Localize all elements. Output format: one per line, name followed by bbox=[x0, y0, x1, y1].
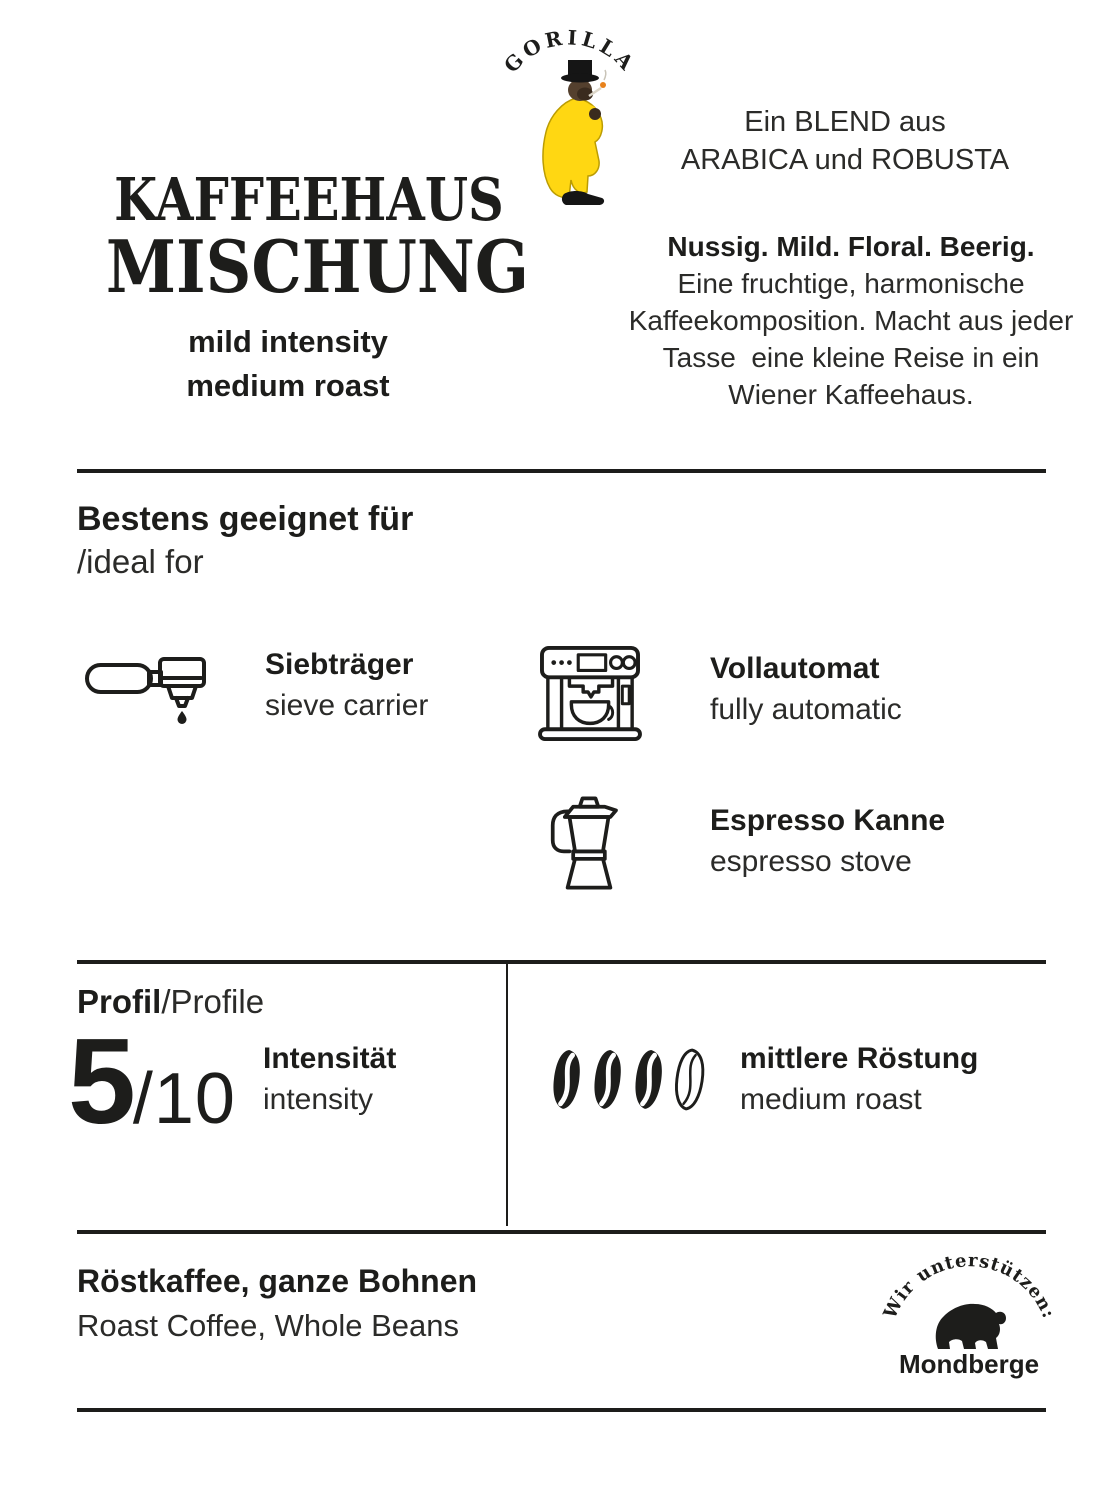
ideal-item-label-siebtraeger bbox=[265, 644, 428, 726]
item-label-en: fully automatic bbox=[710, 693, 902, 726]
intensity-scale: /10 bbox=[132, 1059, 236, 1139]
item-label-de: Vollautomat bbox=[710, 652, 880, 685]
subtitle-line-1: mild intensity bbox=[188, 324, 388, 359]
profile-heading-de: Profil bbox=[77, 983, 162, 1020]
bean-filled-icon bbox=[589, 1048, 626, 1112]
intensity-score bbox=[68, 1013, 236, 1149]
profile-vertical-divider bbox=[506, 964, 508, 1226]
title-line-1 bbox=[77, 165, 504, 234]
title-text-2: MISCHUNG bbox=[105, 224, 529, 309]
intensity-label-de: Intensität bbox=[263, 1042, 397, 1075]
item-label-de: Espresso Kanne bbox=[710, 804, 946, 837]
subtitle-line-2: medium roast bbox=[186, 368, 390, 403]
smoke bbox=[604, 70, 606, 80]
drip-drop bbox=[178, 711, 187, 724]
mondberge-logo bbox=[872, 1246, 1082, 1381]
divider-profile bbox=[77, 960, 1046, 964]
description-line: Wiener Kaffeehaus. bbox=[728, 379, 974, 410]
roast-beans bbox=[548, 1048, 708, 1112]
title-text-1: KAFFEEHAUS bbox=[114, 165, 504, 234]
profile-heading-en: /Profile bbox=[161, 983, 265, 1020]
ideal-item-label-vollautomat bbox=[710, 648, 902, 730]
roast-label bbox=[740, 1038, 978, 1120]
intensity-label bbox=[263, 1038, 396, 1120]
bean-filled-icon bbox=[630, 1048, 667, 1112]
gorilla-mascot-icon bbox=[492, 28, 648, 210]
gorilla-shoe bbox=[562, 191, 604, 205]
espresso-machine-icon bbox=[538, 643, 642, 741]
divider-bottom bbox=[77, 1408, 1046, 1412]
product-type-de: Röstkaffee, ganze Bohnen bbox=[77, 1263, 478, 1299]
support-logo bbox=[872, 1246, 1082, 1381]
description-line: Kaffeekomposition. Macht aus jeder bbox=[628, 305, 1074, 336]
title-line-2 bbox=[77, 224, 529, 309]
description-line: Eine fruchtige, harmonische bbox=[677, 268, 1025, 299]
blend-line-1: Ein BLEND aus bbox=[744, 106, 946, 138]
item-label-de: Siebträger bbox=[265, 648, 414, 681]
item-label-en: sieve carrier bbox=[265, 689, 429, 722]
ideal-item-label-espresso-kanne bbox=[710, 800, 945, 882]
portafilter-icon bbox=[84, 645, 216, 727]
brand-logo bbox=[492, 28, 648, 210]
product-type-en: Roast Coffee, Whole Beans bbox=[77, 1308, 459, 1343]
ideal-item-siebtraeger bbox=[84, 645, 216, 727]
bean-filled-icon bbox=[548, 1048, 585, 1112]
gorilla-arc-text: GORILLA bbox=[499, 28, 641, 78]
intensity-value: 5 bbox=[68, 1013, 133, 1149]
ideal-item-vollautomat bbox=[538, 643, 642, 741]
description-line: Tasse eine kleine Reise in ein bbox=[662, 342, 1040, 373]
gorilla-hand bbox=[589, 108, 601, 120]
moka-pot-icon bbox=[549, 795, 629, 891]
flame bbox=[600, 82, 606, 88]
product-subtitle bbox=[77, 320, 499, 408]
intensity-label-en: intensity bbox=[263, 1083, 374, 1116]
ideal-for-heading-de: Bestens geeignet für bbox=[77, 500, 414, 538]
description bbox=[598, 228, 1104, 413]
top-hat-brim bbox=[561, 74, 599, 83]
support-arc-text: Wir unterstützen: bbox=[879, 1250, 1060, 1322]
divider-footer bbox=[77, 1230, 1046, 1234]
product-type bbox=[77, 1258, 477, 1348]
blend-heading bbox=[630, 103, 1060, 179]
tasting-notes: Nussig. Mild. Floral. Beerig. bbox=[667, 231, 1035, 262]
roast-label-de: mittlere Röstung bbox=[740, 1042, 979, 1075]
ideal-item-espresso-kanne bbox=[549, 795, 629, 891]
ideal-for-heading bbox=[77, 497, 413, 583]
blend-line-2: ARABICA und ROBUSTA bbox=[680, 144, 1010, 176]
mondberge-name: Mondberge bbox=[898, 1349, 1040, 1379]
item-label-en: espresso stove bbox=[710, 845, 912, 878]
ideal-for-heading-en: /ideal for bbox=[77, 543, 204, 580]
mondberge-gorilla-icon bbox=[936, 1304, 1006, 1349]
product-title bbox=[77, 165, 529, 309]
bean-outline-icon bbox=[671, 1048, 708, 1112]
roast-label-en: medium roast bbox=[740, 1083, 922, 1116]
divider-top bbox=[77, 469, 1046, 473]
